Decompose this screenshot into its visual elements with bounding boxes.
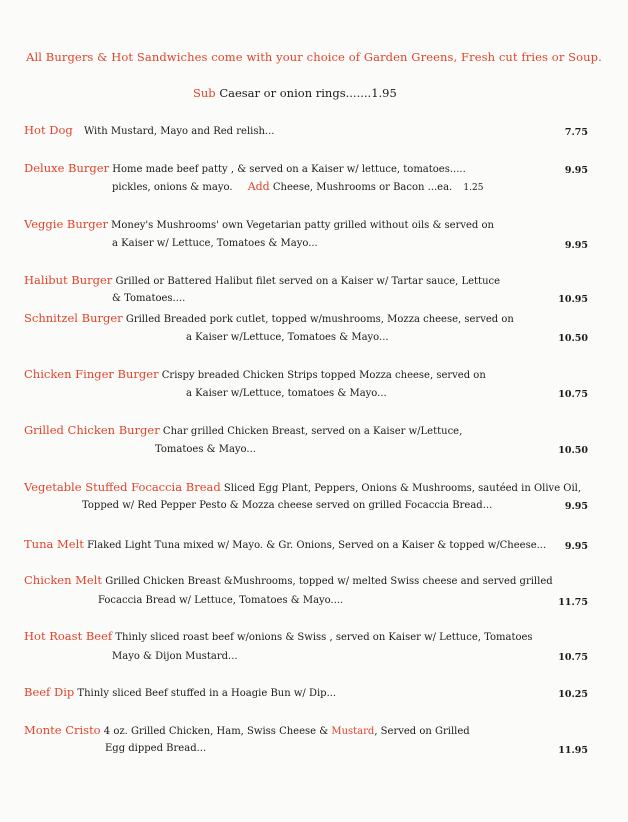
item-description: Sliced Egg Plant, Peppers, Onions & Mushrooms, sautéed in Olive Oil, (223, 483, 582, 494)
item-name: Vegetable Stuffed Focaccia Bread (24, 480, 221, 494)
sub-word: Sub (193, 86, 216, 100)
item-description-line-2: a Kaiser w/Lettuce, Tomatoes & Mayo... (186, 332, 389, 343)
menu-item-deluxe-burger (24, 162, 466, 176)
menu-item-vegetable-stuffed-focaccia (24, 481, 581, 495)
add-options-text: Cheese, Mushrooms or Bacon ...ea. (272, 182, 453, 193)
item-name: Chicken Melt (24, 573, 103, 587)
item-price: 10.50 (558, 445, 588, 456)
item-price: 10.25 (558, 689, 588, 700)
menu-item-veggie-burger (24, 218, 494, 232)
menu-item-hot-roast-beef (24, 630, 533, 644)
item-description-line-2: a Kaiser w/ Lettuce, Tomatoes & Mayo... (112, 238, 318, 249)
add-price: 1.25 (463, 183, 484, 193)
item-description-part: pickles, onions & mayo. (112, 182, 233, 193)
item-description-tail: , Served on Grilled (374, 726, 470, 737)
item-price: 11.95 (558, 745, 588, 756)
mustard-word: Mustard (331, 726, 375, 737)
item-price: 10.50 (558, 333, 588, 344)
add-word: Add (247, 180, 270, 193)
item-price: 11.75 (558, 597, 588, 608)
menu-item-halibut-burger (24, 274, 500, 288)
item-name: Halibut Burger (24, 273, 113, 287)
menu-intro-line: All Burgers & Hot Sandwiches come with your choice of Garden Greens, Fresh cut fries or Soup. (26, 50, 602, 64)
item-description-line-2: Topped w/ Red Pepper Pesto & Mozza cheese served on grilled Focaccia Bread... (82, 500, 493, 511)
item-name: Monte Cristo (24, 723, 101, 737)
item-name: Schnitzel Burger (24, 311, 123, 325)
menu-item-monte-cristo (24, 724, 470, 738)
menu-item-schnitzel-burger (24, 312, 514, 326)
item-description: Thinly sliced roast beef w/onions & Swiss , served on Kaiser w/ Lettuce, Tomatoes (115, 632, 533, 643)
menu-item-chicken-finger-burger (24, 368, 486, 382)
item-name: Tuna Melt (24, 537, 84, 551)
item-price: 9.95 (564, 541, 588, 552)
item-description: Grilled Chicken Breast &Mushrooms, topped w/ melted Swiss cheese and served grilled (105, 576, 553, 587)
item-description-line-2: & Tomatoes.... (112, 293, 186, 304)
item-price: 10.95 (558, 294, 588, 305)
item-description: 4 oz. Grilled Chicken, Ham, Swiss Cheese & (103, 726, 329, 737)
item-name: Beef Dip (24, 685, 75, 699)
item-name: Chicken Finger Burger (24, 367, 159, 381)
item-price: 7.75 (564, 127, 588, 138)
menu-item-beef-dip (24, 686, 336, 700)
menu-item-tuna-melt (24, 538, 546, 552)
item-name: Grilled Chicken Burger (24, 423, 160, 437)
item-description: Home made beef patty , & served on a Kaiser w/ lettuce, tomatoes..... (112, 164, 466, 175)
item-description-line-2: a Kaiser w/Lettuce, tomatoes & Mayo... (186, 388, 387, 399)
item-name: Veggie Burger (24, 217, 108, 231)
sub-option-text: Caesar or onion rings.......1.95 (219, 86, 397, 100)
item-description: Crispy breaded Chicken Strips topped Mozza cheese, served on (161, 370, 486, 381)
item-description: With Mustard, Mayo and Red relish... (83, 126, 275, 137)
item-description-line-2 (112, 180, 483, 195)
item-name: Hot Dog (24, 123, 73, 137)
item-description: Flaked Light Tuna mixed w/ Mayo. & Gr. Onions, Served on a Kaiser & topped w/Cheese... (87, 540, 547, 551)
item-description: Thinly sliced Beef stuffed in a Hoagie Bun w/ Dip... (77, 688, 337, 699)
item-price: 9.95 (564, 165, 588, 176)
item-description: Grilled Breaded pork cutlet, topped w/mushrooms, Mozza cheese, served on (125, 314, 514, 325)
item-description-line-2: Egg dipped Bread... (105, 743, 207, 754)
item-price: 10.75 (558, 652, 588, 663)
item-price: 9.95 (564, 501, 588, 512)
item-price: 9.95 (564, 240, 588, 251)
item-description-line-2: Focaccia Bread w/ Lettuce, Tomatoes & Mayo.... (98, 595, 344, 606)
item-name: Hot Roast Beef (24, 629, 113, 643)
sub-option-line (193, 86, 397, 100)
menu-item-grilled-chicken-burger (24, 424, 462, 438)
item-name: Deluxe Burger (24, 161, 110, 175)
item-description: Grilled or Battered Halibut filet served on a Kaiser w/ Tartar sauce, Lettuce (115, 276, 501, 287)
item-description: Char grilled Chicken Breast, served on a Kaiser w/Lettuce, (162, 426, 463, 437)
menu-item-hot-dog (24, 124, 274, 138)
item-description-line-2: Tomatoes & Mayo... (155, 444, 256, 455)
item-description: Money's Mushrooms' own Vegetarian patty grilled without oils & served on (111, 220, 494, 231)
menu-item-chicken-melt (24, 574, 553, 588)
item-price: 10.75 (558, 389, 588, 400)
item-description-line-2: Mayo & Dijon Mustard... (112, 651, 238, 662)
